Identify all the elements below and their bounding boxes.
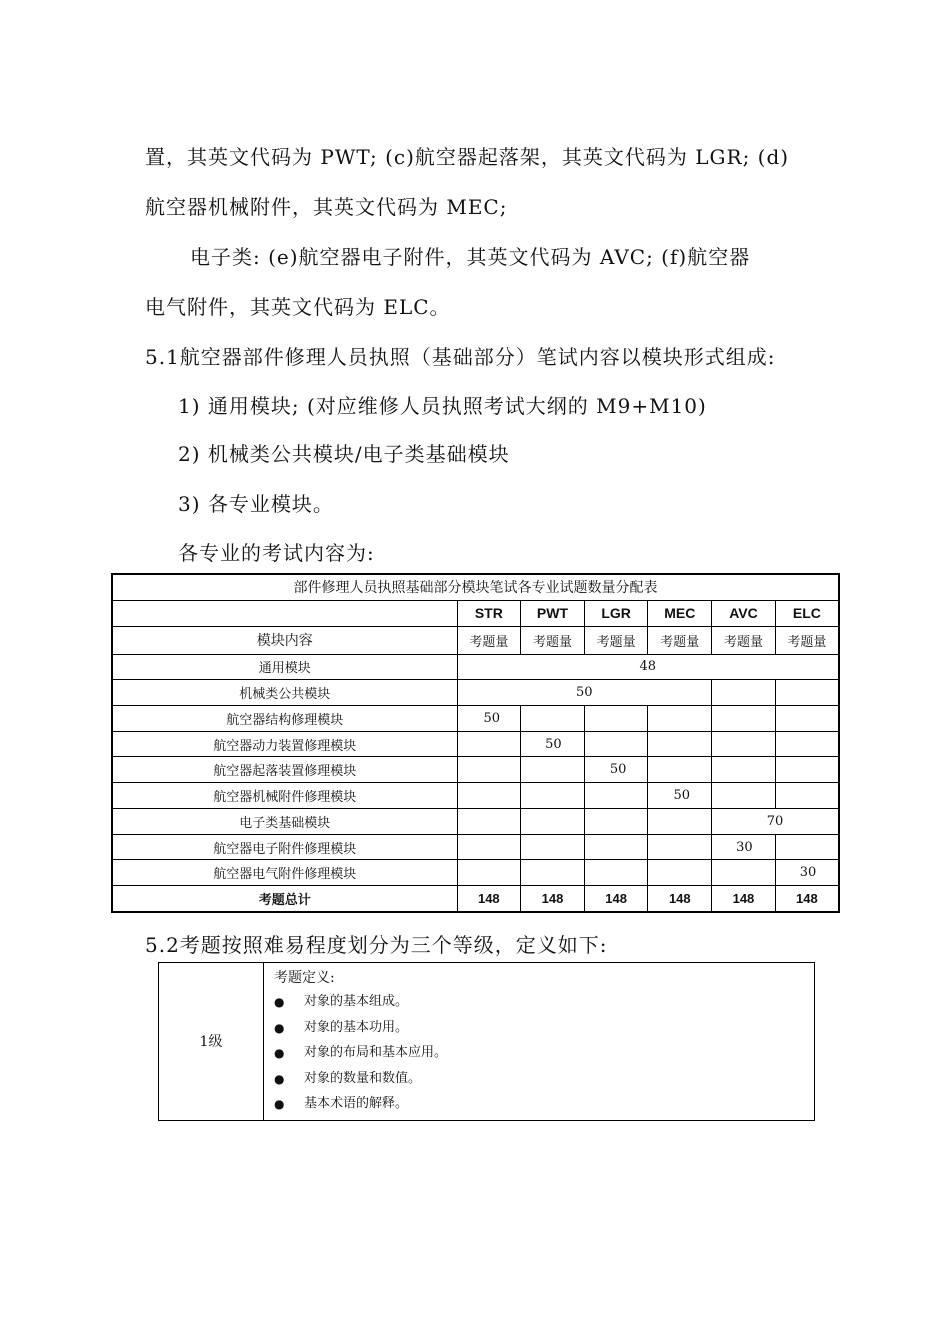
cell-value: 48 [457, 654, 839, 680]
section-5-1-heading: 5.1航空器部件修理人员执照（基础部分）笔试内容以模块形式组成: [145, 345, 776, 369]
table-row [112, 834, 839, 860]
definition-item: 对象的数量和数值。 [304, 1070, 422, 1086]
list-item [274, 1094, 814, 1120]
definition-heading: 考题定义: [274, 970, 335, 986]
exam-content-intro: 各专业的考试内容为: [178, 541, 375, 565]
empty-cell [457, 731, 521, 757]
definition-item: 对象的布局和基本应用。 [304, 1045, 448, 1060]
list-item [274, 992, 814, 1018]
code-pwt: PWT [521, 600, 585, 626]
empty-cell [521, 757, 585, 783]
total-value: 148 [457, 886, 521, 912]
bullet-icon: ● [274, 1097, 285, 1111]
empty-cell [584, 783, 648, 809]
table-row [112, 808, 839, 834]
cell-value: 50 [521, 731, 585, 757]
level-label: 1级 [159, 963, 264, 1121]
empty-cell [584, 808, 648, 834]
sub-header: 考题量 [521, 626, 585, 654]
empty-cell [457, 860, 521, 886]
empty-cell [775, 783, 839, 809]
empty-cell [584, 705, 648, 731]
empty-cell [775, 680, 839, 706]
paragraph-line-4: 电气附件，其英文代码为 ELC。 [145, 295, 451, 319]
empty-cell [775, 731, 839, 757]
table-title: 部件修理人员执照基础部分模块笔试各专业试题数量分配表 [112, 574, 839, 600]
list-item-3: 3) 各专业模块。 [178, 492, 334, 516]
empty-cell [775, 705, 839, 731]
table-row [112, 783, 839, 809]
row-label: 通用模块 [112, 654, 457, 680]
empty-cell [457, 808, 521, 834]
definition-item: 基本术语的解释。 [304, 1096, 409, 1111]
empty-cell [712, 783, 776, 809]
list-item [274, 1069, 814, 1095]
total-row [112, 886, 839, 912]
total-value: 148 [775, 886, 839, 912]
code-lgr: LGR [584, 600, 648, 626]
empty-cell [775, 757, 839, 783]
table-row [112, 705, 839, 731]
bullet-icon: ● [274, 1046, 285, 1060]
definition-item: 对象的基本组成。 [304, 994, 409, 1009]
difficulty-level-table [158, 962, 815, 1121]
sub-header: 考题量 [775, 626, 839, 654]
cell-value: 30 [712, 834, 776, 860]
empty-cell [712, 757, 776, 783]
empty-cell [648, 860, 712, 886]
list-item-2: 2) 机械类公共模块/电子类基础模块 [178, 442, 510, 466]
empty-header-cell [112, 600, 457, 626]
total-label: 考题总计 [112, 886, 457, 912]
empty-cell [521, 705, 585, 731]
empty-cell [712, 860, 776, 886]
cell-value: 50 [648, 783, 712, 809]
row-label: 航空器电子附件修理模块 [112, 834, 457, 860]
empty-cell [457, 783, 521, 809]
empty-cell [457, 834, 521, 860]
table-row [112, 731, 839, 757]
cell-value: 70 [712, 808, 839, 834]
sub-header: 考题量 [648, 626, 712, 654]
total-value: 148 [712, 886, 776, 912]
sub-header: 考题量 [584, 626, 648, 654]
empty-cell [775, 834, 839, 860]
empty-cell [648, 834, 712, 860]
code-avc: AVC [712, 600, 776, 626]
code-str: STR [457, 600, 521, 626]
empty-cell [521, 860, 585, 886]
paragraph-line-1: 置，其英文代码为 PWT; (c)航空器起落架，其英文代码为 LGR; (d) [145, 145, 790, 169]
section-5-2-heading: 5.2考题按照难易程度划分为三个等级，定义如下: [145, 933, 608, 957]
empty-cell [648, 705, 712, 731]
table-row [112, 860, 839, 886]
table-row [112, 654, 839, 680]
table-row [112, 757, 839, 783]
question-allocation-table [111, 573, 840, 913]
cell-value: 50 [457, 705, 521, 731]
table-row [112, 680, 839, 706]
total-value: 148 [584, 886, 648, 912]
empty-cell [648, 731, 712, 757]
cell-value: 50 [457, 680, 712, 706]
bullet-icon: ● [274, 1020, 285, 1035]
total-value: 148 [521, 886, 585, 912]
code-mec: MEC [648, 600, 712, 626]
definition-item: 对象的基本功用。 [304, 1019, 409, 1035]
row-label: 航空器机械附件修理模块 [112, 783, 457, 809]
empty-cell [712, 705, 776, 731]
level-definition [264, 963, 815, 1121]
cell-value: 30 [775, 860, 839, 886]
bullet-icon: ● [274, 995, 285, 1009]
cell-value: 50 [584, 757, 648, 783]
row-label: 航空器动力装置修理模块 [112, 731, 457, 757]
row-label: 航空器电气附件修理模块 [112, 860, 457, 886]
empty-cell [648, 808, 712, 834]
empty-cell [712, 731, 776, 757]
empty-cell [521, 808, 585, 834]
row-header: 模块内容 [112, 626, 457, 654]
empty-cell [457, 757, 521, 783]
list-item-1: 1) 通用模块; (对应维修人员执照考试大纲的 M9+M10) [178, 394, 707, 418]
empty-cell [521, 834, 585, 860]
code-elc: ELC [775, 600, 839, 626]
row-label: 航空器起落装置修理模块 [112, 757, 457, 783]
empty-cell [521, 783, 585, 809]
total-value: 148 [648, 886, 712, 912]
empty-cell [584, 860, 648, 886]
paragraph-line-2: 航空器机械附件，其英文代码为 MEC; [145, 195, 508, 219]
row-label: 航空器结构修理模块 [112, 705, 457, 731]
empty-cell [584, 834, 648, 860]
definition-list [274, 992, 814, 1120]
list-item [274, 1018, 814, 1044]
empty-cell [712, 680, 776, 706]
bullet-icon: ● [274, 1071, 285, 1086]
sub-header: 考题量 [457, 626, 521, 654]
paragraph-line-3: 电子类: (e)航空器电子附件，其英文代码为 AVC; (f)航空器 [190, 245, 751, 269]
list-item [274, 1043, 814, 1069]
row-label: 机械类公共模块 [112, 680, 457, 706]
empty-cell [584, 731, 648, 757]
sub-header: 考题量 [712, 626, 776, 654]
row-label: 电子类基础模块 [112, 808, 457, 834]
empty-cell [648, 757, 712, 783]
